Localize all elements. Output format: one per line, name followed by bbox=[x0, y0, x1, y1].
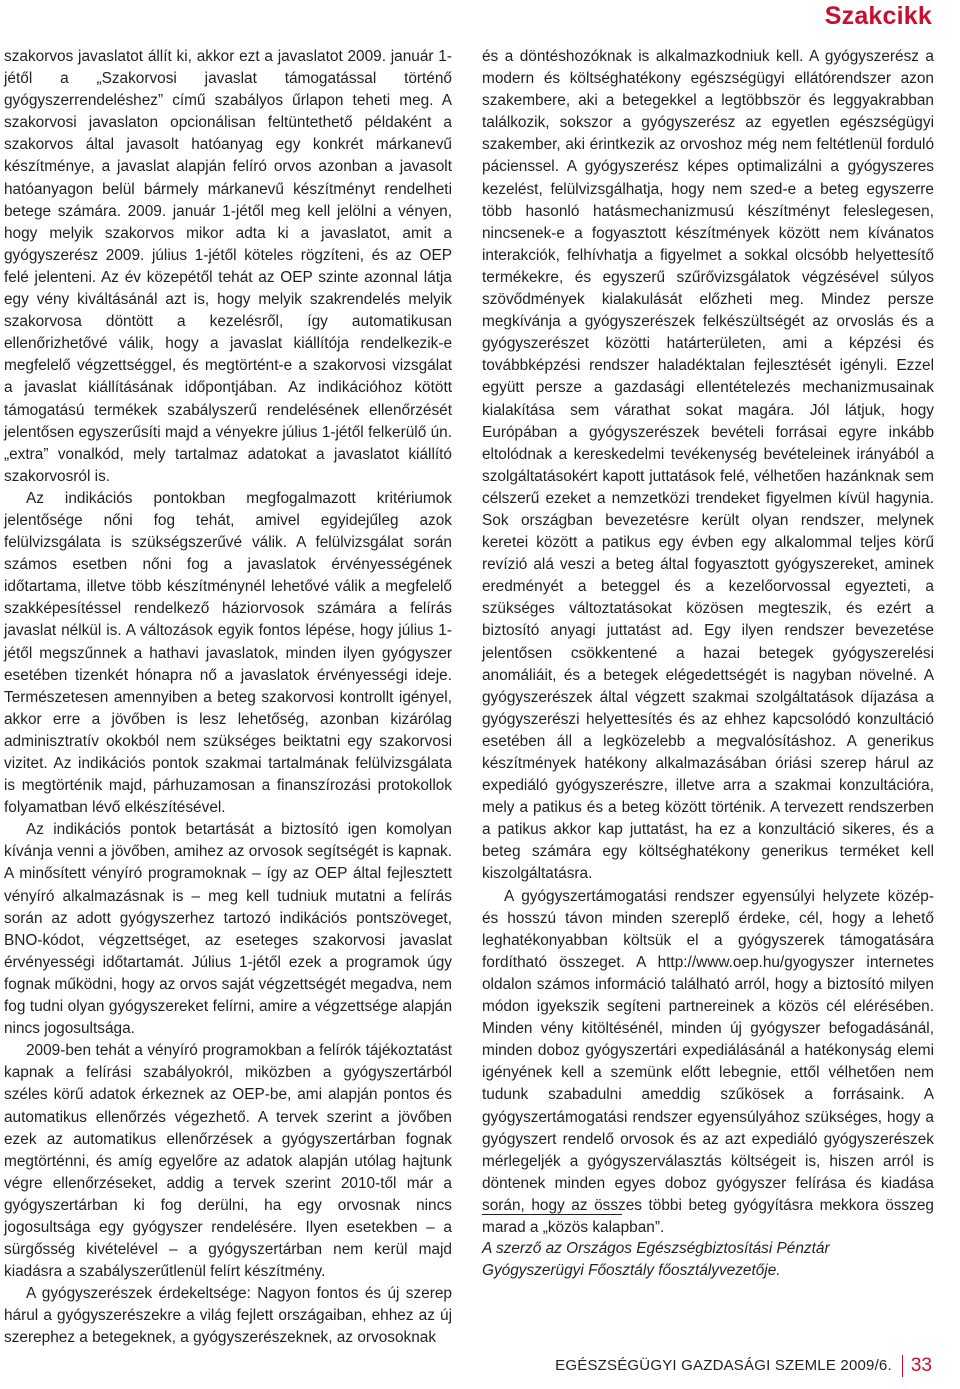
paragraph: A gyógyszertámogatási rendszer egyensúlyi helyzete közép- és hosszú távon minden szereplő érdeke, cél, hogy a lehető leghatékonyabban költsük el a gyógyszerek támogatására fordítható összeget. A http://www.oep.hu/gyogyszer internetes oldalon számos információ található arról, hogy a biztosító milyen módon igyekszik segíteni partnereinek a közös cél elérésében. Minden vény kitöltésénél, minden új gyógyszer befogadásánál, minden doboz gyógyszertári expediálásánál a hatékonyság elemi igényének kell a szemünk előtt lebegnie, ettől vélhetően nem tudunk szabadulni ameddig szűkösek a forrásaink. A gyógyszertámogatási rendszer egyensúlyához szükséges, hogy a gyógyszert rendelő orvosok és az azt expediáló gyógyszerészek mérlegeljék a gyógyszerválasztás költségeit is, hiszen arról is döntenek minden egyes doboz gyógyszer felírása és kiadása során, hogy az összes többi beteg gyógyításra mekkora összeg marad a „közös kalapban”. bbox=[482, 887, 934, 1236]
section-label: Szakcikk bbox=[824, 2, 932, 30]
paragraph: Az indikációs pontok betartását a biztosító igen komolyan kívánja venni a jövőben, amihez az orvosok segítségét is kapnak. A minősített vényíró programoknak – így az OEP által fejlesztett vényíró alkalmazásnak is – meg kell tudniuk mutatni a felírás során az adott gyógyszerhez tartozó indikációs pontszöveget, BNO-kódot, végzettséget, az eseteges szakorvosi javaslat érvényességi időtartamát. Július 1-jétől ezek a programok úgy fognak működni, hogy az orvos saját végzettségét megadva, nem fog tudni olyan gyógyszereket felírni, amire a végzettsége alapján nincs jogosultsága. bbox=[4, 821, 452, 1038]
left-column bbox=[4, 46, 452, 1350]
paragraph: Az indikációs pontokban megfogalmazott kritériumok jelentősége nőni fog tehát, amivel egyidejűleg azok felülvizsgálata is szükségszerűvé válik. A felülvizsgálat során számos esetben nőni fog a javaslatok érvényességének időtartama, illetve több készítménynél lehetővé válik a megfelelő szakképesítéssel rendelkező háziorvosok számára a felírás javaslat nélkül is. A változások egyik fontos lépése, hogy július 1-jétől megszűnnek a hathavi javaslatok, minden ilyen gyógyszer esetében tizenkét hónapra nő a javaslatok érvényességi ideje. Természetesen amennyiben a beteg szakorvosi kontrollt igényel, akkor erre a jövőben is lesz lehetőség, azonban kizárólag adminisztratív okokból nem szükséges beiktatni egy szakorvosi vizitet. Az indikációs pontok szakmai tartalmának felülvizsgálata is megtörténik majd, párhuzamosan a finanszírozási protokollok folyamatban lévő elkészítésével. bbox=[4, 489, 452, 817]
author-divider bbox=[482, 1214, 622, 1215]
journal-title: EGÉSZSÉGÜGYI GAZDASÁGI SZEMLE 2009/6. bbox=[555, 1357, 892, 1374]
page-number: 33 bbox=[910, 1355, 932, 1376]
footer-separator bbox=[902, 1355, 903, 1377]
page-footer bbox=[555, 1355, 932, 1377]
author-note: A szerző az Országos Egészségbiztosítási Pénztár Gyógyszerügyi Főosztály főosztályvezetője. bbox=[482, 1240, 830, 1279]
paragraph: szakorvos javaslatot állít ki, akkor ezt a javaslatot 2009. január 1-jétől a „Szakorvosi javaslat támogatással történő gyógyszerrendeléshez” című szabályos űrlapon teheti meg. A szakorvosi javaslaton opcionálisan feltüntethető példaként a szakorvos által javasolt hatóanyag egy konkrét márkanevű készítménye, a javaslat alapján felíró orvos azonban a javasolt hatóanyagon belül bármely márkanevű készítményt rendelheti betege számára. 2009. január 1-jétől meg kell jelölni a vényen, hogy melyik szakorvos mikor adta ki a javaslatot, amit a gyógyszerész 2009. július 1-jétől köteles rögzíteni, és az OEP felé jelenteni. Az év közepétől tehát az OEP szinte azonnal látja egy vény kiváltásánál azt is, hogy melyik szakrendelés melyik szakorvosa döntött a kezelésről, így automatikusan ellenőrizhetővé válik, hogy a javaslat kiállítója rendelkezik-e megfelelő végzettséggel, és megtörtént-e a szakorvosi vizsgálat a javaslat kiállításának időpontjában. Az indikációhoz kötött támogatású termékek szabályszerű rendelésének ellenőrzését jelentősen egyszerűsíti majd a vényekre július 1-jétől felkerülő ún. „extra” vonalkód, mely tartalmaz adatokat a javaslatot kiállító szakorvosról is. bbox=[4, 48, 452, 485]
paragraph: 2009-ben tehát a vényíró programokban a felírók tájékoztatást kapnak a felírási szabályokról, miközben a gyógyszertárból széles körű adatok érkeznek az OEP-be, ami alapján pontos és automatikus ellenőrzés végezhető. A tervek szerint a jövőben ezek az automatikus ellenőrzések a gyógyszertárban fognak megtörténni, és amíg egyelőre az adatok alapján utólag hajtunk végre ellenőrzéseket, addig a tervek szerint 2010-től már a gyógyszertárban ki fog derülni, ha egy orvosnak nincs jogosultsága egy gyógyszer rendelésére. Ilyen esetekben – a sürgősség kivételével – a gyógyszertárban nem kerül majd kiadásra a szabályszerűtlenül felírt készítmény. bbox=[4, 1042, 452, 1281]
paragraph: A gyógyszerészek érdekeltsége: Nagyon fontos és új szerep hárul a gyógyszerészekre a világ fejlett országaiban, ehhez az új szerephez a betegeknek, a gyógyszerészeknek, az orvosoknak bbox=[4, 1285, 452, 1347]
right-column bbox=[482, 46, 934, 1239]
paragraph: és a döntéshozóknak is alkalmazkodniuk kell. A gyógyszerész a modern és költséghatékony egészségügyi ellátórendszer azon szakembere, aki a betegekkel a legtöbbször és leggyakrabban találkozik, sokszor a gyógyszerész az egyetlen egészségügyi szakember, aki érintkezik az orvoshoz még nem feltétlenül forduló pácienssel. A gyógyszerész képes optimalizálni a gyógyszeres kezelést, felülvizsgálhatja, hogy nem szed-e a beteg egyszerre több hasonló hatásmechanizmusú készítményt feleslegesen, nincsenek-e a fogyasztott készítmények között nem kívánatos interakciók, felhívhatja a figyelmet a sokkal olcsóbb helyettesítő termékekre, és egyszerű szűrővizsgálatok végzésével súlyos szövődmények kialakulását előzheti meg. Mindez persze megkívánja a gyógyszerészek felkészültségét az orvoslás és a gyógyszerészet közötti határterületen, ami a képzési és továbbképzési rendszer haladéktalan fejlesztését igényli. Ezzel együtt persze a gazdasági ellentételezés mechanizmusainak kialakítása sem várathat sokat magára. Jól látjuk, hogy Európában a gyógyszerészek bevételi forrásai egyre inkább eltolódnak a kereskedelmi tevékenység bevételeinek irányából a szolgáltatásokért kapott juttatások felé, vélhetően hazánknak sem célszerű ezeket a nemzetközi trendeket figyelmen kívül hagynia. Sok országban bevezetésre került olyan rendszer, melynek keretei között a patikus egy évben egy alkalommal teljes körű revízió alá veszi a beteg által fogyasztott gyógyszereket, aminek eredményét a beteggel és a kezelőorvossal egyezteti, a szükséges változtatásokat közösen megteszik, és ezért a biztosító anyagi juttatást ad. Egy ilyen rendszer bevezetése jelentősen csökkentené a hazai betegek gyógyszerelési anomáliáit, és a betegek elégedettségét is nagyban növelné. A gyógyszerészek által végzett szakmai szolgáltatások díjazása a gyógyszerészi helyettesítés és az ehhez kapcsolódó konzultáció esetében áll a legközelebb a megvalósításhoz. A generikus készítmények hatékony alkalmazásában óriási szerep hárul az expediáló gyógyszerészre, illetve arra a szakmai konzultációra, mely a patikus és a beteg között történik. A tervezett rendszerben a patikus akkor kap juttatást, ha ez a konzultáció sikeres, és a beteg számára egy költséghatékony generikus terméket kell kiszolgáltatásra. bbox=[482, 48, 934, 883]
